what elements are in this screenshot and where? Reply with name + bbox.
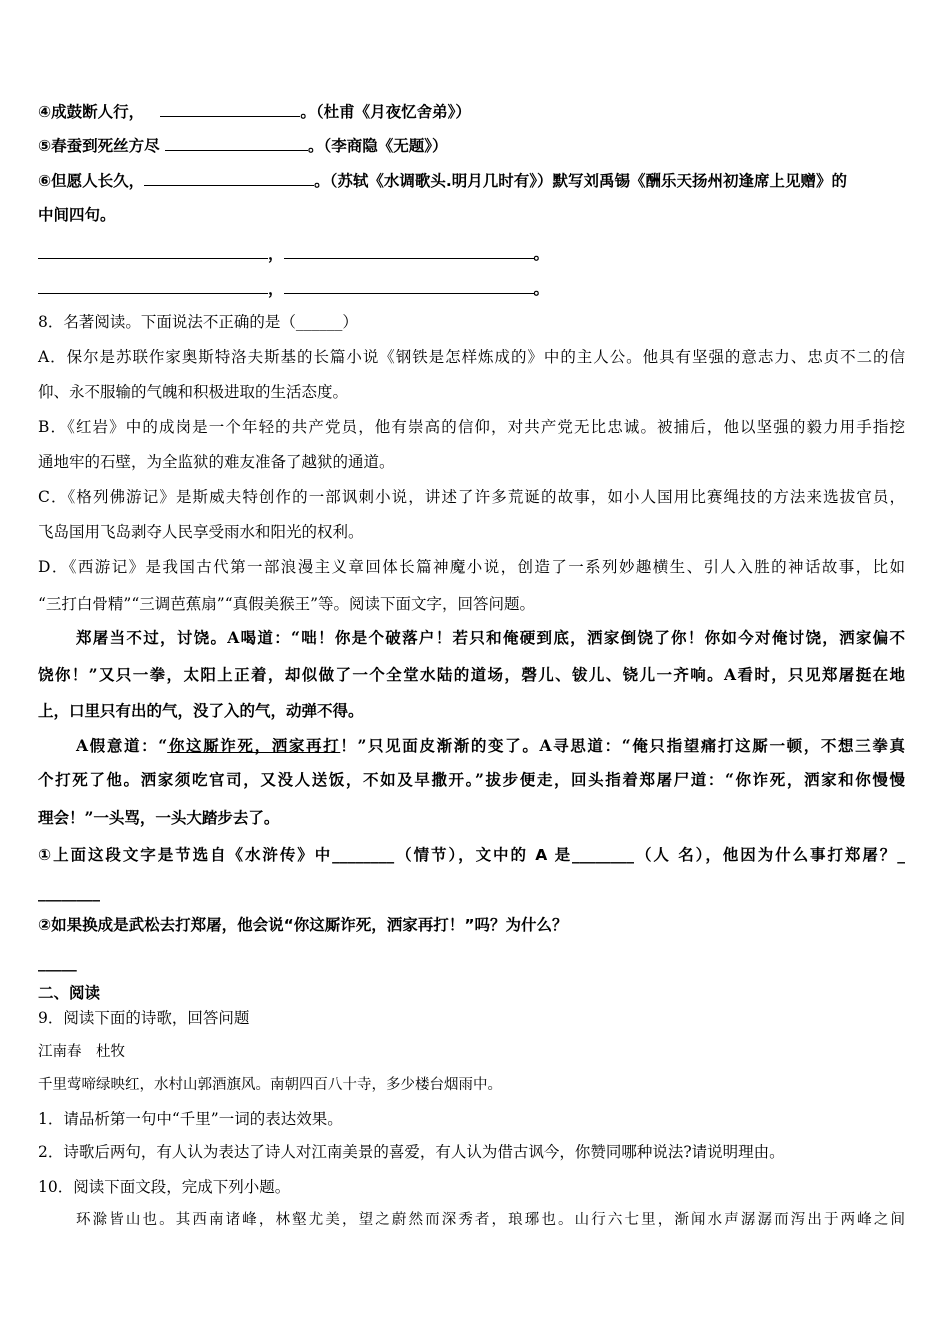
q8-option-d: D．《西游记》是我国古代第一部浪漫主义章回体长篇神魔小说，创造了一系列妙趣横生、引人入胜的神话故事，比如 (38, 558, 905, 576)
section-heading: 二、阅读 (38, 984, 101, 1002)
text: ， (268, 245, 284, 263)
q7-line-6-cont: 中间四句。 (38, 206, 116, 224)
q8-title: 8．名著阅读。下面说法不正确的是（______） (38, 313, 358, 331)
q7-line-4 (38, 102, 471, 122)
answer-blank[interactable] (160, 102, 300, 117)
q8-option-a-cont: 仰、永不服输的气魄和积极进取的生活态度。 (38, 383, 349, 401)
q8-option-c: C．《格列佛游记》是斯威夫特创作的一部讽刺小说，讲述了许多荒诞的故事，如小人国用比赛绳技的方法来选拔官员， (38, 488, 905, 506)
text: A假意道：“ (76, 736, 168, 755)
q8-option-d-cont: “三打白骨精”“三调芭蕉扇”“真假美猴王”等。阅读下面文字，回答问题。 (38, 595, 536, 613)
answer-line-1 (38, 244, 549, 264)
underlined-quote: 你这厮诈死，洒家再打 (167, 736, 341, 755)
text: 。（苏轼《水调歌头.明月几时有》）默写刘禹锡《酬乐天扬州初逢席上见赠》的 (314, 172, 848, 190)
text: ④成鼓断人行， (38, 103, 145, 121)
answer-blank[interactable]: ________ (38, 884, 100, 902)
q8-option-c-cont: 飞岛国用飞岛剥夺人民享受雨水和阳光的权利。 (38, 523, 364, 541)
answer-blank[interactable] (144, 171, 314, 186)
q9-title: 9．阅读下面的诗歌，回答问题 (38, 1009, 250, 1027)
answer-line-2 (38, 279, 549, 299)
text: 。 (533, 245, 550, 263)
sub-question-1: ①上面这段文字是节选自《水浒传》中________（情节），文中的 A 是________（人 名），他因为什么事打郑屠？_ (38, 846, 905, 864)
text: ⑤春蚕到死丝方尽 (38, 137, 160, 155)
answer-blank[interactable] (284, 244, 534, 259)
q8-option-a: A．保尔是苏联作家奥斯特洛夫斯基的长篇小说《钢铁是怎样炼成的》中的主人公。他具有坚强的意志力、忠贞不二的信 (38, 348, 905, 366)
text: 。 (533, 280, 550, 298)
sub-question-2: ②如果换成是武松去打郑屠，他会说“你这厮诈死，洒家再打！”吗？为什么？ (38, 916, 568, 934)
text: ！”只见面皮渐渐的变了。A寻思道：“俺只指望痛打这厮一顿，不想三拳真 (340, 736, 905, 755)
answer-blank[interactable]: _____ (38, 954, 77, 972)
passage-line (38, 736, 905, 756)
answer-blank[interactable] (165, 136, 308, 151)
passage-line: 上，口里只有出的气，没了入的气，动弹不得。 (38, 701, 364, 720)
poem-text: 千里莺啼绿映红，水村山郭酒旗风。南朝四百八十寺，多少楼台烟雨中。 (38, 1077, 502, 1093)
q8-option-b: B．《红岩》中的成岗是一个年轻的共产党员，他有崇高的信仰，对共产党无比忠诚。被捕后，他以坚强的毅力用手指挖 (38, 418, 905, 436)
passage-line: 个打死了他。洒家须吃官司，又没人送饭，不如及早撒开。”拔步便走，回头指着郑屠尸道：“你诈死，洒家和你慢慢 (38, 770, 905, 789)
q9-sub-2: 2．诗歌后两句，有人认为表达了诗人对江南美景的喜爱，有人认为借古讽今，你赞同哪种说法?请说明理由。 (38, 1143, 785, 1161)
answer-blank[interactable] (38, 244, 268, 259)
q8-option-b-cont: 通地牢的石壁，为全监狱的难友准备了越狱的通道。 (38, 453, 395, 471)
poem-title: 江南春 杜牧 (38, 1044, 125, 1060)
passage-line: 理会！”一头骂，一头大踏步去了。 (38, 808, 280, 827)
answer-blank[interactable] (38, 279, 268, 294)
text: 。（杜甫《月夜忆舍弟》） (300, 103, 471, 121)
answer-blank[interactable] (284, 279, 534, 294)
q10-passage: 环滁皆山也。其西南诸峰，林壑尤美，望之蔚然而深秀者，琅琊也。山行六七里，渐闻水声潺潺而泻出于两峰之间 (76, 1212, 905, 1228)
q10-title: 10．阅读下面文段，完成下列小题。 (38, 1178, 291, 1196)
text: ⑥但愿人长久， (38, 172, 145, 190)
q7-line-5 (38, 136, 448, 156)
passage-line: 郑屠当不过，讨饶。A喝道：“咄！你是个破落户！若只和俺硬到底，洒家倒饶了你！你如今对俺讨饶，洒家偏不 (76, 628, 905, 647)
q9-sub-1: 1．请品析第一句中“千里”一词的表达效果。 (38, 1110, 343, 1128)
text: ， (268, 280, 284, 298)
text: 。（李商隐《无题》） (308, 137, 448, 155)
passage-line: 饶你！”又只一拳，太阳上正着，却似做了一个全堂水陆的道场，磬儿、钹儿、铙儿一齐响。A看时，只见郑屠挺在地 (38, 665, 905, 684)
q7-line-6 (38, 171, 847, 191)
